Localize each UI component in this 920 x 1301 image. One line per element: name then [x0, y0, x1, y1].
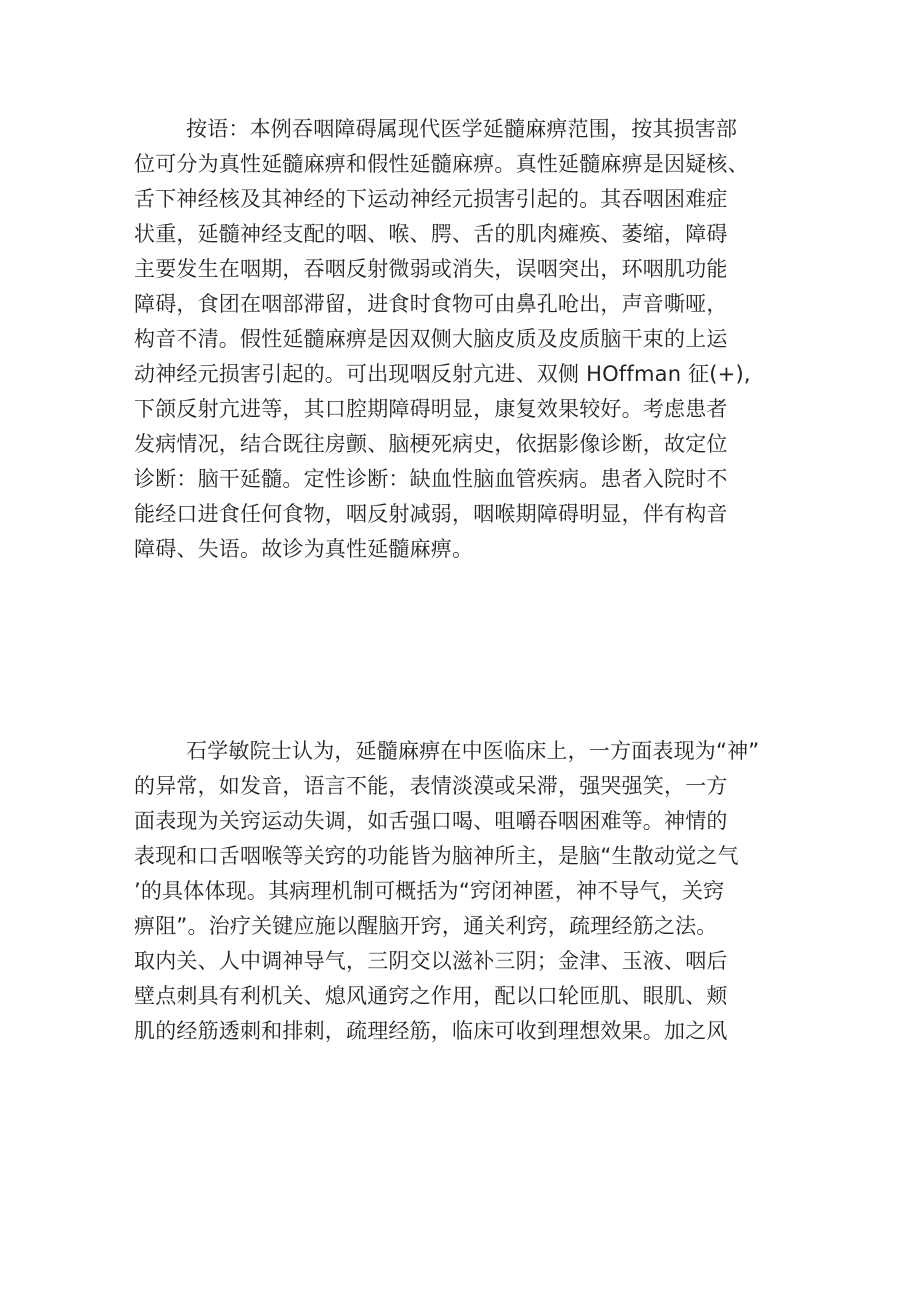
text-line: 下颌反射亢进等，其口腔期障碍明显，康复效果较好。考虑患者	[134, 397, 728, 421]
text-line: 状重，延髓神经支配的咽、喉、腭、舌的肌肉瘫痪、萎缩，障碍	[134, 222, 728, 246]
text-line: 痹阻”。治疗关键应施以醒脑开窍，通关利窍，疏理经筋之法。	[134, 914, 718, 938]
text-line: 诊断：脑干延髓。定性诊断：缺血性脑血管疾病。患者入院时不	[134, 467, 728, 491]
text-line: 能经口进食任何食物，咽反射减弱，咽喉期障碍明显，伴有构音	[134, 502, 728, 526]
text-line: 取内关、人中调神导气，三阴交以滋补三阴；金津、玉液、咽后	[134, 949, 728, 973]
text-line: 动神经元损害引起的。可出现咽反射亢进、双侧 HOffman 征(+),	[134, 362, 751, 386]
text-line: 面表现为关窍运动失调，如舌强口喝、咀嚼吞咽困难等。神情的	[134, 809, 728, 833]
text-line: 构音不清。假性延髓麻痹是因双侧大脑皮质及皮质脑干束的上运	[134, 327, 728, 351]
text-line: 肌的经筋透刺和排刺，疏理经筋，临床可收到理想效果。加之风	[134, 1019, 728, 1043]
text-line: 障碍，食团在咽部滞留，进食时食物可由鼻孔呛出，声音嘶哑，	[134, 292, 728, 316]
text-line: 位可分为真性延髓麻痹和假性延髓麻痹。真性延髓麻痹是因疑核、	[134, 152, 749, 176]
text-line: 的异常，如发音，语言不能，表情淡漠或呆滞，强哭强笑，一方	[134, 774, 728, 798]
text-line: 按语：本例吞咽障碍属现代医学延髓麻痹范围，按其损害部	[186, 117, 738, 141]
text-line: 发病情况，结合既往房颤、脑梗死病史，依据影像诊断，故定位	[134, 432, 728, 456]
paragraph-commentary	[134, 112, 794, 567]
text-line: ’的具体体现。其病理机制可概括为“窍闭神匿，神不导气，关窍	[134, 879, 725, 903]
text-line: 主要发生在咽期，吞咽反射微弱或消失，误咽突出，环咽肌功能	[134, 257, 728, 281]
text-line: 表现和口舌咽喉等关窍的功能皆为脑神所主，是脑“生散动觉之气	[134, 844, 739, 868]
text-line: 障碍、失语。故诊为真性延髓麻痹。	[134, 537, 474, 561]
text-line: 壁点刺具有利机关、熄风通窍之作用，配以口轮匝肌、眼肌、颊	[134, 984, 728, 1008]
text-line: 石学敏院士认为，延髓麻痹在中医临床上，一方面表现为“神”	[186, 739, 760, 763]
text-line: 舌下神经核及其神经的下运动神经元损害引起的。其吞咽困难症	[134, 187, 728, 211]
paragraph-academician-view	[134, 734, 794, 1049]
